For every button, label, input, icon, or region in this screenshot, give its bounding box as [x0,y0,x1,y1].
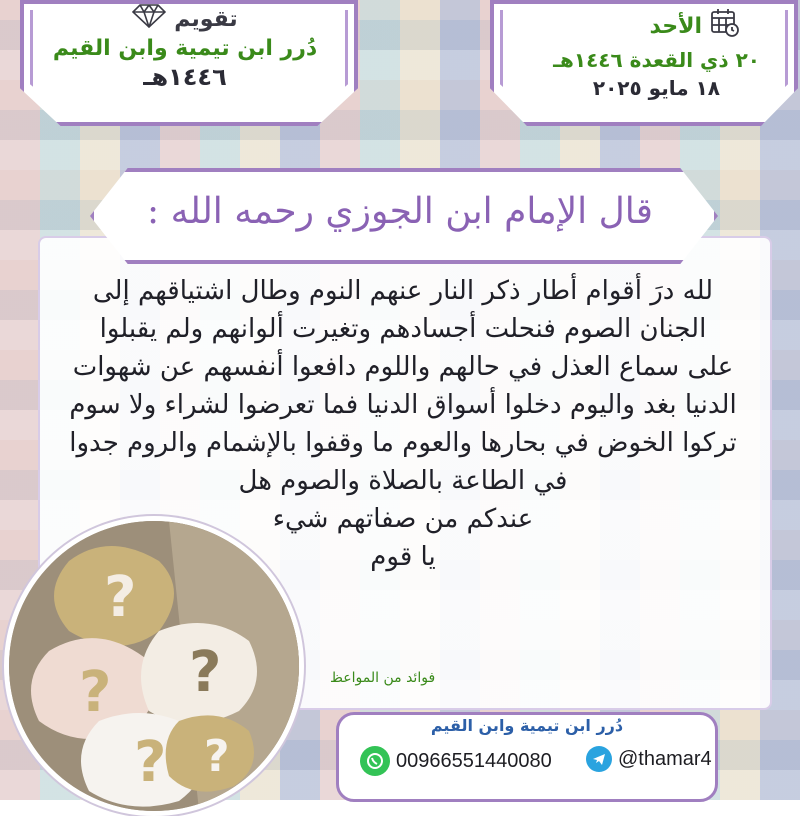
calendar-subtitle: دُرر ابن تيمية وابن القيم [52,36,318,61]
footer-title: دُرر ابن تيمية وابن القيم [430,716,624,735]
quote-line: تركوا الخوض في بحارها والعوم ما وقفوا بالإشمام والروم جدوا [69,428,737,458]
day-name: الأحد [649,13,702,39]
calendar-icon [710,8,740,44]
whatsapp-contact[interactable] [360,746,552,776]
svg-text:?: ? [189,640,222,705]
quote-source: فوائد من المواعظ [330,670,436,686]
header-left [20,4,350,91]
quote-line: يا قوم [370,542,436,572]
gregorian-date: ١٨ مايو ٢٠٢٥ [592,76,720,100]
quote-line: الجنان الصوم فنحلت أجسادهم وتغيرت ألوانهم ولم يقبلوا [99,314,707,344]
phone-number[interactable]: 00966551440080 [396,749,552,772]
quote-title: قال الإمام ابن الجوزي رحمه الله : [147,191,653,232]
telegram-contact[interactable] [586,746,712,772]
whatsapp-icon [360,746,390,776]
quote-line: عندكم من صفاتهم شيء [272,504,534,534]
calendar-title [20,4,350,34]
telegram-handle[interactable]: @thamar4 [618,747,712,770]
header-right [490,8,780,100]
quote-line: في الطاعة بالصلاة والصوم هل [238,466,568,496]
svg-text:?: ? [104,565,137,630]
diamond-icon [132,4,166,34]
hijri-date: ٢٠ ذي القعدة ١٤٤٦هـ [553,48,760,72]
calendar-title-label: تقويم [174,6,238,32]
quote-line: على سماع العذل في حالهم واللوم دافعوا أنفسهم عن شهوات [72,352,734,382]
quote-line: الدنيا بغد واليوم دخلوا أسواق الدنيا فما تعرضوا لشراء ولا سوم [69,390,737,420]
telegram-icon [586,746,612,772]
calendar-year: ١٤٤٦هـ [143,63,227,91]
quote-line: لله درَ أقوام أطار ذكر النار عنهم النوم وطال اشتياقهم إلى [92,276,714,306]
svg-text:?: ? [79,660,112,725]
question-marks-image [4,516,304,816]
svg-text:?: ? [134,730,167,795]
svg-text:?: ? [204,731,230,782]
